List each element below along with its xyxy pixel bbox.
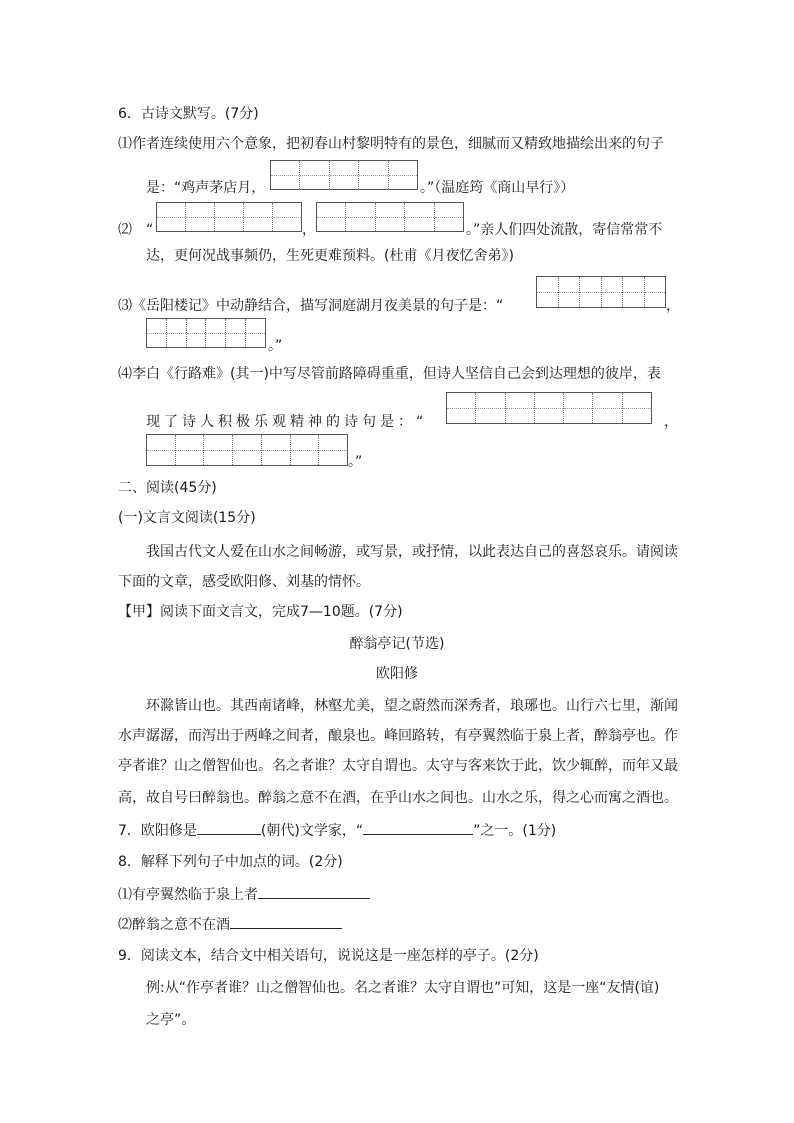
q6-p4-answer-grid-2[interactable]: [146, 434, 348, 466]
passage-title: 醉翁亭记(节选): [349, 636, 445, 652]
q6-p2-comma: ，: [302, 222, 316, 238]
q6-p3-answer-grid-1[interactable]: [536, 276, 666, 308]
q8-item1-blank[interactable]: [258, 884, 370, 899]
q6-p1-line1: ⑴作者连续使用六个意象，把初春山村黎明特有的景色，细腻而又精致地描绘出来的句子: [118, 136, 664, 152]
q6-p2-answer-grid-1[interactable]: [156, 202, 302, 232]
q6-p2-answer-grid-2[interactable]: [316, 202, 464, 232]
q8-item1-text: ⑴有亭翼然临于泉上者: [118, 887, 258, 903]
q6-p4-comma: ，: [664, 414, 678, 430]
passage-author: 欧阳修: [376, 666, 418, 682]
passage-line: 高，故自号曰醉翁也。醉翁之意不在酒，在乎山水之间也。山水之乐，得之心而寓之酒也。: [118, 790, 678, 806]
q7-title-blank[interactable]: [363, 820, 473, 835]
q6-p3-tail: 。”: [268, 338, 283, 354]
q7-dynasty-blank[interactable]: [197, 820, 261, 835]
section2-subheading: (一)文言文阅读(15分): [118, 510, 256, 526]
q8-item2: [118, 914, 342, 935]
q7-question: [118, 820, 556, 841]
section2-heading: 二、阅读(45分): [118, 480, 217, 496]
q7-text-c: ”之一。(1分): [473, 823, 557, 839]
q9-heading: 9．阅读文本，结合文中相关语句，说说这是一座怎样的亭子。(2分): [118, 948, 539, 964]
q7-text-a: 7．欧阳修是: [118, 823, 197, 839]
q6-p1-tail: 。”（温庭筠《商山早行》）: [420, 180, 575, 196]
q6-heading: 6．古诗文默写。(7分): [118, 106, 259, 122]
q6-p4-line1: ⑷李白《行路难》(其一)中写尽管前路障碍重重，但诗人坚信自己会到达理想的彼岸，表: [118, 366, 661, 382]
q6-p2-line2: 达，更何况战事频仍，生死更难预料。(杜甫《月夜忆舍弟》): [146, 248, 514, 264]
q6-p2-num: ⑵: [118, 222, 132, 238]
q6-p1-lead: 是：“鸡声茅店月，: [146, 180, 266, 196]
q6-p2-tail: 。”亲人们四处流散，寄信常常不: [466, 222, 663, 238]
section2-intro-line1: 我国古代文人爱在山水之间畅游，或写景，或抒情，以此表达自己的喜怒哀乐。请阅读: [146, 544, 678, 560]
q6-p3-answer-grid-2[interactable]: [146, 318, 266, 348]
q9-example-line1: 例:从“作亭者谁？山之僧智仙也。名之者谁？太守自谓也”可知，这是一座“友情(谊): [146, 980, 660, 996]
q6-p4-answer-grid-1[interactable]: [446, 392, 652, 424]
q8-item2-blank[interactable]: [230, 914, 342, 929]
section2-intro-line2: 下面的文章，感受欧阳修、刘基的情怀。: [118, 574, 370, 590]
q6-p4-lead: 现了诗人积极乐观精神的诗句是：“: [146, 414, 428, 430]
q6-p2-open-quote: “: [146, 222, 154, 238]
q8-item1: [118, 884, 370, 905]
q8-heading: 8．解释下列句子中加点的词。(2分): [118, 854, 343, 870]
q9-example-line2: 之亭”。: [146, 1012, 196, 1028]
q6-p1-answer-grid[interactable]: [270, 160, 418, 190]
section2-jia-instruction: 【甲】阅读下面文言文，完成7—10题。(7分): [118, 604, 403, 620]
q6-p3-comma: ，: [666, 298, 680, 314]
q6-p4-tail: 。”: [348, 454, 363, 470]
passage-line: 环滁皆山也。其西南诸峰，林壑尤美，望之蔚然而深秀者，琅琊也。山行六七里，渐闻: [146, 698, 678, 714]
q8-item2-text: ⑵醉翁之意不在酒: [118, 917, 230, 933]
passage-line: 水声潺潺，而泻出于两峰之间者，酿泉也。峰回路转，有亭翼然临于泉上者，醉翁亭也。作: [118, 728, 678, 744]
passage-line: 亭者谁？山之僧智仙也。名之者谁？太守自谓也。太守与客来饮于此，饮少辄醉，而年又最: [118, 758, 678, 774]
q7-text-b: (朝代)文学家，“: [260, 823, 364, 839]
q6-p3-lead: ⑶《岳阳楼记》中动静结合，描写洞庭湖月夜美景的句子是：“: [118, 298, 504, 314]
